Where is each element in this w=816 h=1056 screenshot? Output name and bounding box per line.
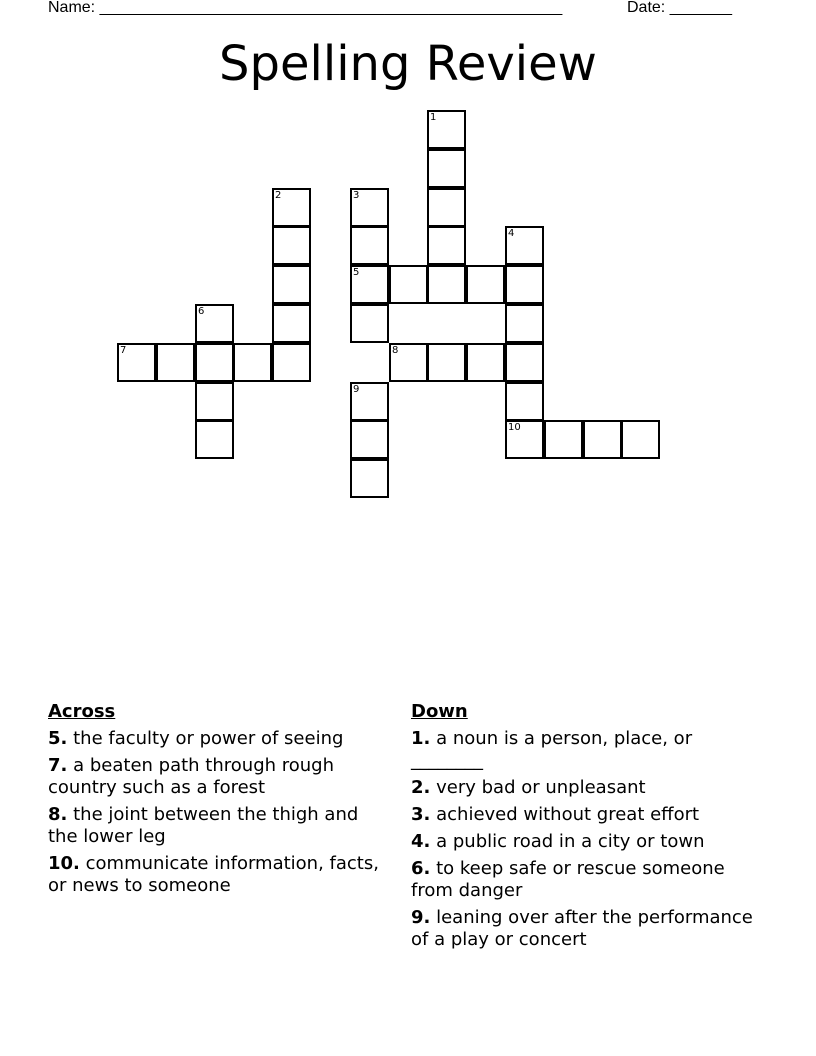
cell-number: 9 (353, 384, 360, 395)
grid-cell[interactable] (272, 343, 311, 382)
clue-number: 9. (411, 907, 431, 928)
down-clue (411, 907, 761, 951)
cell-number: 1 (430, 112, 437, 123)
grid-cell[interactable] (505, 420, 544, 459)
grid-cell[interactable] (195, 420, 234, 459)
down-heading: Down (411, 701, 468, 722)
cell-number: 2 (275, 190, 282, 201)
clue-number: 8. (48, 804, 68, 825)
across-clue (48, 853, 388, 897)
grid-cell[interactable] (350, 265, 389, 304)
grid-cell[interactable] (466, 265, 505, 304)
grid-cell[interactable] (389, 343, 428, 382)
cell-number: 4 (508, 228, 515, 239)
grid-cell[interactable] (195, 382, 234, 421)
clue-number: 5. (48, 728, 68, 749)
across-clues (48, 701, 388, 902)
down-clues (411, 701, 761, 956)
grid-cell[interactable] (233, 343, 272, 382)
clue-text: a public road in a city or town (436, 831, 705, 852)
grid-cell[interactable] (195, 304, 234, 343)
grid-cell[interactable] (505, 265, 544, 304)
clue-number: 1. (411, 728, 431, 749)
clue-text: the faculty or power of seeing (73, 728, 344, 749)
grid-cell[interactable] (117, 343, 156, 382)
grid-cell[interactable] (350, 420, 389, 459)
grid-cell[interactable] (427, 226, 466, 265)
grid-cell[interactable] (272, 265, 311, 304)
grid-cell[interactable] (466, 343, 505, 382)
cell-number: 7 (120, 345, 127, 356)
down-clue (411, 728, 761, 772)
grid-cell[interactable] (350, 304, 389, 343)
grid-cell[interactable] (156, 343, 195, 382)
cell-number: 5 (353, 267, 360, 278)
clue-number: 10. (48, 853, 80, 874)
across-clue (48, 755, 388, 799)
grid-cell[interactable] (272, 226, 311, 265)
clue-text: a noun is a person, place, or ________ (411, 728, 693, 771)
grid-cell[interactable] (621, 420, 660, 459)
clue-text: very bad or unpleasant (436, 777, 646, 798)
cell-number: 8 (392, 345, 399, 356)
down-clue (411, 858, 761, 902)
clue-text: a beaten path through rough country such as a forest (48, 755, 335, 798)
grid-cell[interactable] (427, 343, 466, 382)
grid-cell[interactable] (195, 343, 234, 382)
clue-number: 3. (411, 804, 431, 825)
grid-cell[interactable] (350, 226, 389, 265)
cell-number: 10 (508, 422, 521, 433)
grid-cell[interactable] (505, 382, 544, 421)
grid-cell[interactable] (544, 420, 583, 459)
grid-cell[interactable] (505, 343, 544, 382)
clue-text: leaning over after the performance of a play or concert (411, 907, 753, 950)
grid-cell[interactable] (583, 420, 622, 459)
across-clue (48, 804, 388, 848)
clue-text: achieved without great effort (436, 804, 700, 825)
grid-cell[interactable] (389, 265, 428, 304)
date-line: Date: _______ (627, 0, 732, 16)
clue-number: 4. (411, 831, 431, 852)
grid-cell[interactable] (272, 188, 311, 227)
across-clue (48, 728, 388, 750)
cell-number: 6 (198, 306, 205, 317)
clue-number: 2. (411, 777, 431, 798)
down-clue (411, 804, 761, 826)
clue-text: communicate information, facts, or news to someone (48, 853, 379, 896)
down-clue (411, 831, 761, 853)
grid-cell[interactable] (350, 459, 389, 498)
clue-text: the joint between the thigh and the lower leg (48, 804, 359, 847)
across-heading: Across (48, 701, 116, 722)
grid-cell[interactable] (427, 188, 466, 227)
grid-cell[interactable] (350, 188, 389, 227)
grid-cell[interactable] (505, 304, 544, 343)
grid-cell[interactable] (427, 265, 466, 304)
grid-cell[interactable] (350, 382, 389, 421)
clue-text: to keep safe or rescue someone from danger (411, 858, 725, 901)
grid-cell[interactable] (505, 226, 544, 265)
grid-cell[interactable] (427, 149, 466, 188)
clue-number: 6. (411, 858, 431, 879)
cell-number: 3 (353, 190, 360, 201)
grid-cell[interactable] (427, 110, 466, 149)
down-clue (411, 777, 761, 799)
name-line: Name: ____________________________________________________ (48, 0, 563, 16)
grid-cell[interactable] (272, 304, 311, 343)
clue-number: 7. (48, 755, 68, 776)
page-title: Spelling Review (219, 36, 597, 92)
